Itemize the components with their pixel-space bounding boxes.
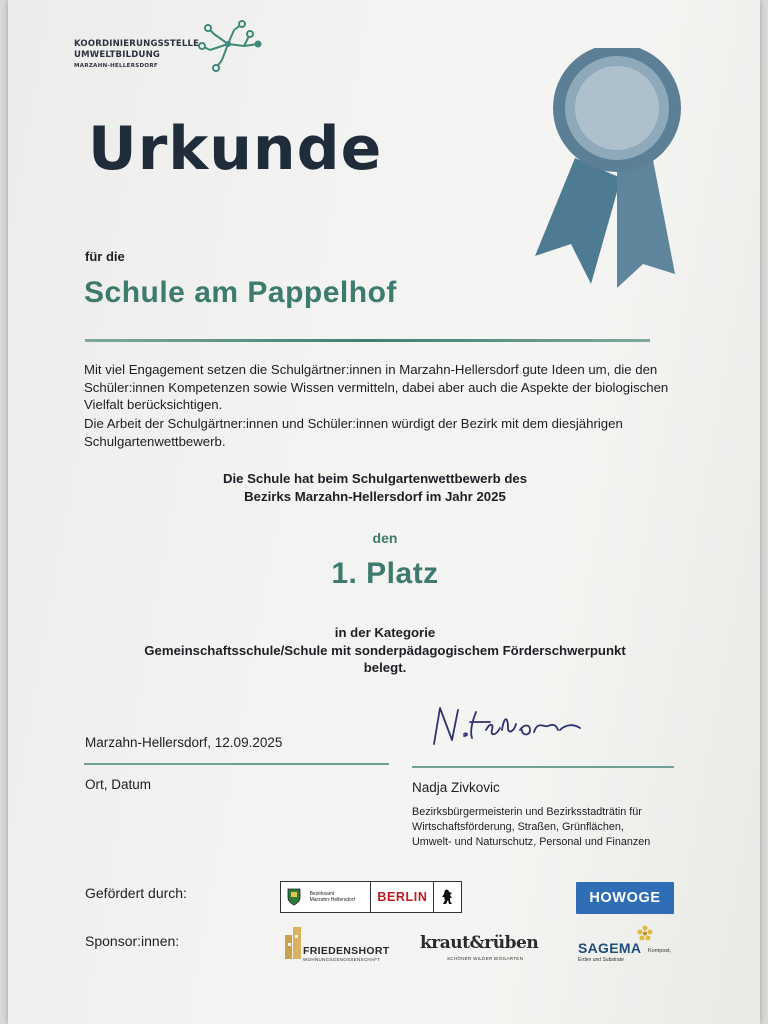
paragraph-2: Die Arbeit der Schulgärtner:innen und Schüler:innen würdigt der Bezirk mit dem diesjährigen Schulgartenwettbewerb. [84, 416, 623, 449]
certificate-title: Urkunde [88, 114, 383, 184]
category-block [80, 624, 690, 677]
handwritten-signature [430, 700, 590, 750]
org-line-2: UMWELTBILDUNG [74, 50, 161, 60]
place-date-line [84, 763, 389, 765]
category-name: Gemeinschaftsschule/Schule mit sonderpädagogischem Förderschwerpunkt [144, 642, 626, 658]
funded-by-label: Gefördert durch: [85, 885, 187, 901]
place-date-label: Ort, Datum [85, 777, 152, 792]
sagema-flower-icon [637, 925, 653, 941]
berlin-wordmark: BERLIN [377, 890, 428, 904]
paragraph-1: Mit viel Engagement setzen die Schulgärtner:innen in Marzahn-Hellersdorf gute Ideen um, die den Schüler:innen Kompetenzen sowie Wissen vermitteln, dabei aber auch die Aspekte der biologischen Vielfalt berücksichtigen. [84, 362, 669, 412]
closing-word: belegt. [363, 660, 407, 675]
signer-name: Nadja Zivkovic [412, 780, 500, 795]
den-label: den [372, 530, 398, 546]
sponsors-label: Sponsor:innen: [85, 933, 180, 949]
recipient-intro: für die [85, 249, 125, 264]
kraut-rueben-sub: SCHÖNER WILDER BIOGARTEN [447, 956, 524, 961]
statement-line-1: Die Schule hat beim Schulgartenwettbewerb des [222, 471, 528, 486]
statement-line-2: Bezirks Marzahn-Hellersdorf im Jahr 2025 [244, 488, 506, 504]
signer-role-line-1: Bezirksbürgermeisterin und Bezirksstadträtin für [412, 806, 642, 818]
howoge-logo: HOWOGE [576, 882, 674, 914]
signer-role [412, 805, 692, 850]
placement: 1. Platz [331, 557, 439, 590]
bezirksamt-text [308, 891, 371, 903]
org-line-3: MARZAHN-HELLERSDORF [74, 63, 158, 69]
friedenshort-sub: WOHNUNGSGENOSSENSCHAFT [303, 957, 381, 962]
berlin-bear-icon [434, 888, 461, 906]
bezirksamt-line-1: Bezirksamt [309, 891, 335, 897]
friedenshort-logo-text [303, 945, 389, 962]
sagema-kompost: Kompost, [648, 948, 672, 954]
award-ribbon-icon [525, 48, 690, 298]
place-date: Marzahn-Hellersdorf, 12.09.2025 [85, 735, 283, 750]
sagema-sub: Erden und Substrate [578, 957, 624, 963]
kraut-rueben-logo: kraut&rüben [420, 933, 539, 953]
bezirksamt-line-2: Marzahn-Hellersdorf [309, 897, 355, 903]
category-intro: in der Kategorie [334, 625, 436, 640]
signer-role-line-3: Umwelt- und Naturschutz, Personal und Finanzen [412, 836, 651, 848]
statement [85, 470, 665, 505]
org-logo-text [74, 39, 204, 70]
network-logo-icon [192, 20, 272, 75]
title-divider [85, 339, 650, 342]
sagema-logo: SAGEMA [578, 940, 642, 956]
bezirksamt-berlin-logo [280, 881, 462, 913]
school-name: Schule am Pappelhof [84, 276, 397, 309]
signer-role-line-2: Wirtschaftsförderung, Straßen, Grünflächen, [412, 821, 624, 833]
district-crest-icon [281, 882, 308, 912]
org-line-1: KOORDINIERUNGSSTELLE [74, 39, 200, 49]
signature-line [412, 766, 674, 768]
friedenshort-name: FRIEDENSHORT [303, 945, 390, 957]
friedenshort-logo-icon [283, 925, 305, 961]
